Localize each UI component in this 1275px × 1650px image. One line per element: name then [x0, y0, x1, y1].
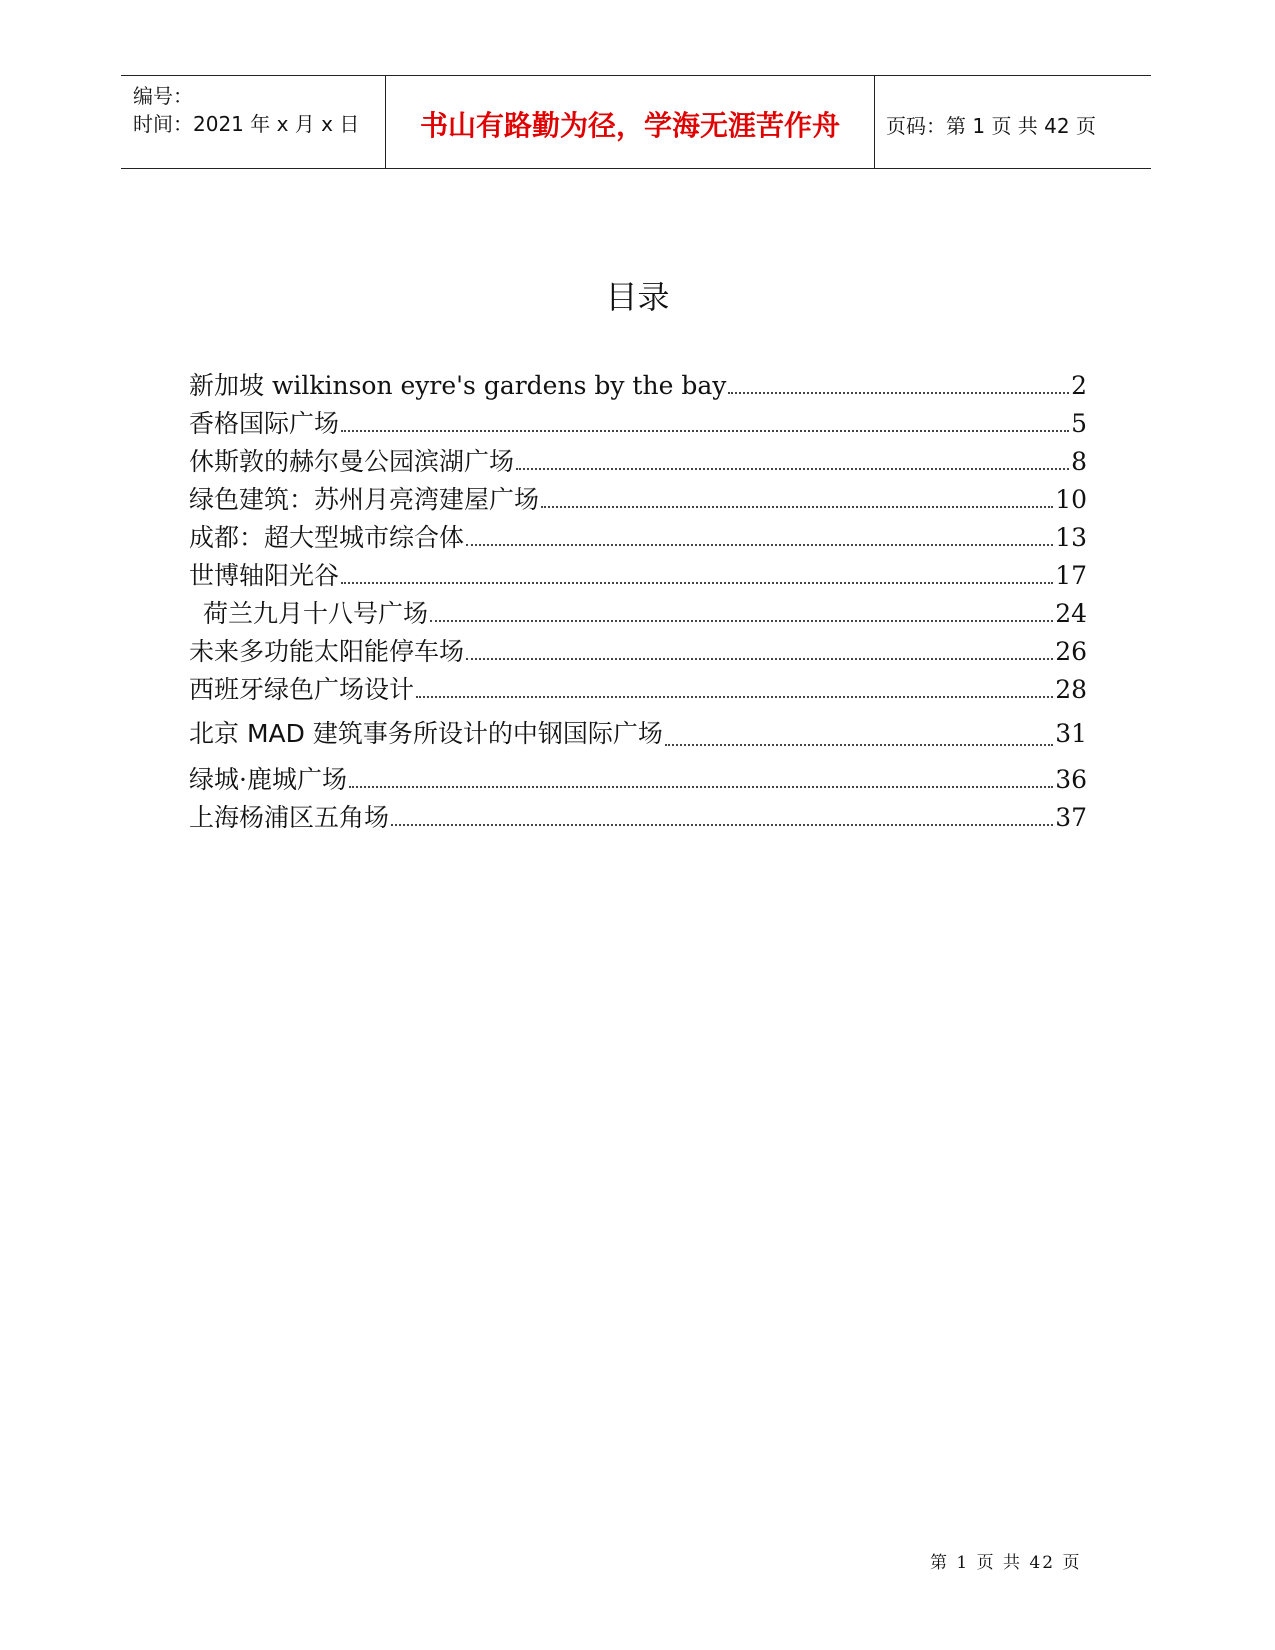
- toc-leader-dots: [516, 467, 1069, 470]
- toc-entry-title: 未来多功能太阳能停车场: [189, 637, 465, 666]
- toc-entry-page: 2: [1071, 371, 1087, 400]
- document-header: [121, 75, 1151, 169]
- toc-entry-title: 成都：超大型城市综合体: [189, 523, 465, 552]
- header-page-cell: [874, 76, 1151, 168]
- toc-entry[interactable]: [189, 632, 1087, 670]
- toc-leader-dots: [466, 657, 1053, 660]
- toc-leader-dots: [728, 391, 1069, 394]
- toc-entry-title: 世博轴阳光谷: [189, 561, 340, 590]
- toc-entry-page: 26: [1055, 637, 1087, 666]
- toc-leader-dots: [341, 429, 1069, 432]
- motto: 书山有路勤为径，学海无涯苦作舟: [419, 109, 840, 142]
- toc-leader-dots: [391, 823, 1053, 826]
- toc-entry[interactable]: [189, 670, 1087, 708]
- date-label: 时间：2021 年 x 月 x 日: [133, 112, 360, 136]
- toc-leader-dots: [430, 619, 1053, 622]
- toc-entry-page: 17: [1055, 561, 1087, 590]
- header-motto-cell: [385, 76, 875, 168]
- toc-title: 目录: [605, 278, 670, 316]
- toc-entry-page: 37: [1055, 803, 1087, 832]
- toc-entry-title: 香格国际广场: [189, 409, 340, 438]
- toc-entry-page: 10: [1055, 485, 1087, 514]
- toc-entry-title: 新加坡 wilkinson eyre's gardens by the bay: [189, 371, 727, 400]
- toc-entry-title: 西班牙绿色广场设计: [189, 675, 415, 704]
- toc-entry-page: 24: [1055, 599, 1087, 628]
- toc-leader-dots: [349, 785, 1053, 788]
- toc-entry[interactable]: [189, 480, 1087, 518]
- toc-entry-title: 北京 MAD 建筑事务所设计的中钢国际广场: [189, 719, 663, 748]
- toc-entry-title: 上海杨浦区五角场: [189, 803, 390, 832]
- toc-leader-dots: [341, 581, 1053, 584]
- toc-entry[interactable]: [189, 556, 1087, 594]
- toc-entry[interactable]: [189, 518, 1087, 556]
- toc-entry-title: 休斯敦的赫尔曼公园滨湖广场: [189, 447, 515, 476]
- toc-entry-page: 13: [1055, 523, 1087, 552]
- page-footer: 第 1 页 共 42 页: [930, 1553, 1082, 1573]
- toc-leader-dots: [541, 505, 1053, 508]
- toc-entry[interactable]: [189, 366, 1087, 404]
- toc-entry[interactable]: [189, 404, 1087, 442]
- toc-leader-dots: [466, 543, 1053, 546]
- header-meta-cell: [121, 76, 385, 168]
- toc-entry-title: 绿色建筑：苏州月亮湾建屋广场: [189, 485, 540, 514]
- toc-entry[interactable]: [189, 442, 1087, 480]
- toc-leader-dots: [416, 695, 1053, 698]
- toc-entry[interactable]: [189, 594, 1087, 632]
- toc-entry-page: 36: [1055, 765, 1087, 794]
- page-info: 页码：第 1 页 共 42 页: [886, 114, 1096, 138]
- toc-entry[interactable]: [189, 760, 1087, 798]
- table-of-contents: [189, 366, 1087, 836]
- toc-entry-page: 31: [1055, 719, 1087, 748]
- toc-entry-title: 荷兰九月十八号广场: [203, 599, 429, 628]
- toc-entry[interactable]: [189, 798, 1087, 836]
- toc-entry-page: 28: [1055, 675, 1087, 704]
- toc-entry-page: 8: [1071, 447, 1087, 476]
- toc-entry-title: 绿城·鹿城广场: [189, 765, 347, 794]
- toc-leader-dots: [665, 743, 1053, 746]
- number-label: 编号：: [133, 84, 193, 108]
- toc-entry-page: 5: [1071, 409, 1087, 438]
- toc-entry[interactable]: [189, 708, 1087, 760]
